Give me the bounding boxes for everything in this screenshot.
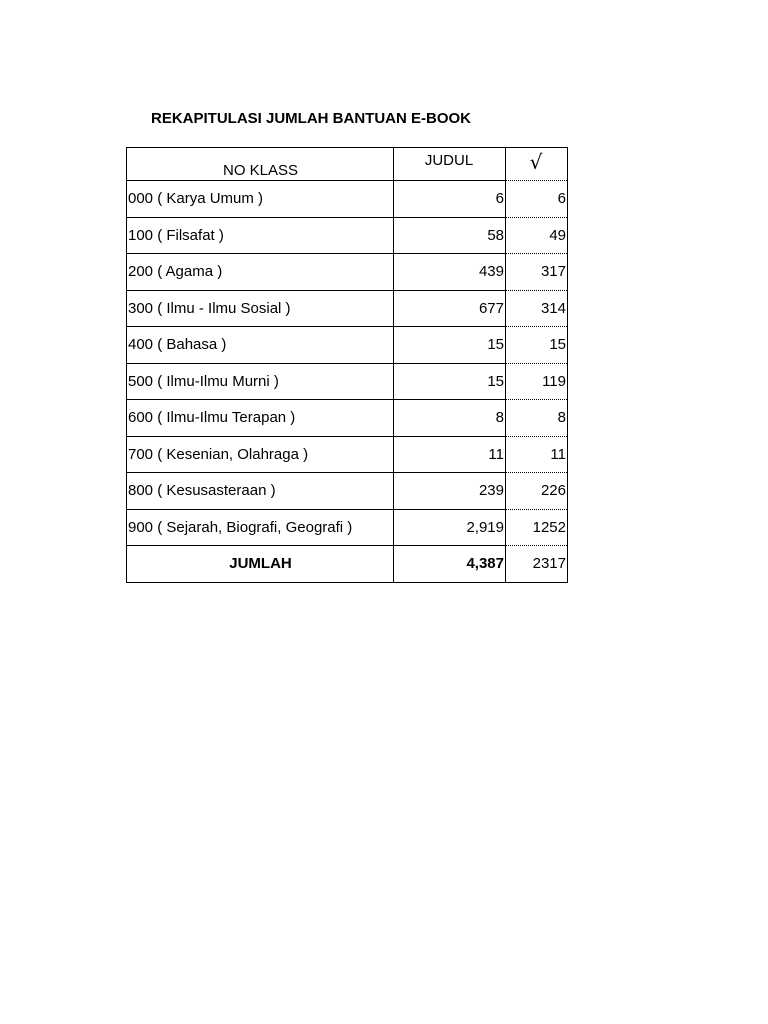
cell-klass: 600 ( Ilmu-Ilmu Terapan ) [127,400,394,437]
cell-judul: 8 [394,400,506,437]
table-row [127,400,568,437]
total-check: 2317 [506,546,568,583]
cell-judul: 11 [394,436,506,473]
recap-table [126,147,568,583]
cell-judul: 15 [394,327,506,364]
table-header-row [127,148,568,181]
cell-klass: 900 ( Sejarah, Biografi, Geografi ) [127,509,394,546]
table-row [127,181,568,218]
cell-judul: 58 [394,217,506,254]
cell-klass: 500 ( Ilmu-Ilmu Murni ) [127,363,394,400]
cell-check: 8 [506,400,568,437]
cell-klass: 200 ( Agama ) [127,254,394,291]
cell-klass: 000 ( Karya Umum ) [127,181,394,218]
total-judul: 4,387 [394,546,506,583]
table-row [127,217,568,254]
total-label: JUMLAH [127,546,394,583]
cell-judul: 2,919 [394,509,506,546]
cell-check: 1252 [506,509,568,546]
cell-check: 226 [506,473,568,510]
cell-check: 314 [506,290,568,327]
cell-klass: 100 ( Filsafat ) [127,217,394,254]
table-row [127,363,568,400]
header-no-klass: NO KLASS [127,148,394,181]
cell-judul: 239 [394,473,506,510]
cell-klass: 700 ( Kesenian, Olahraga ) [127,436,394,473]
table-row [127,254,568,291]
cell-klass: 400 ( Bahasa ) [127,327,394,364]
cell-check: 6 [506,181,568,218]
cell-judul: 15 [394,363,506,400]
cell-judul: 439 [394,254,506,291]
cell-klass: 800 ( Kesusasteraan ) [127,473,394,510]
table-row [127,509,568,546]
header-judul: JUDUL [394,148,506,181]
table-row [127,327,568,364]
header-check-mark: √ [506,148,568,181]
table-row [127,473,568,510]
cell-check: 317 [506,254,568,291]
table-total-row [127,546,568,583]
cell-judul: 6 [394,181,506,218]
table-row [127,290,568,327]
cell-judul: 677 [394,290,506,327]
cell-check: 49 [506,217,568,254]
cell-check: 15 [506,327,568,364]
table-row [127,436,568,473]
page-title: REKAPITULASI JUMLAH BANTUAN E-BOOK [151,110,471,127]
cell-klass: 300 ( Ilmu - Ilmu Sosial ) [127,290,394,327]
cell-check: 11 [506,436,568,473]
cell-check: 119 [506,363,568,400]
